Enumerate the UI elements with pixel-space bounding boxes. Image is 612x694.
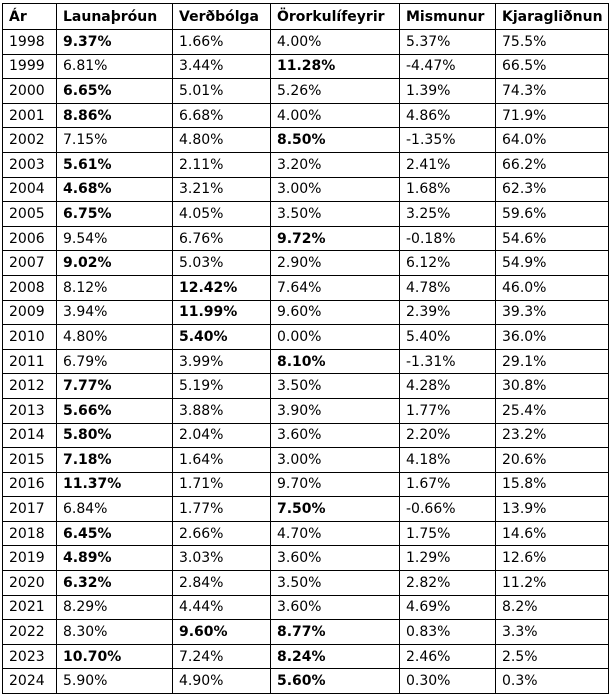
cell-pay-gap: 20.6% (496, 448, 609, 473)
cell-disability-pension: 8.50% (271, 128, 400, 153)
column-header-inflation: Verðbólga (173, 4, 271, 30)
cell-wage-growth: 7.18% (57, 448, 173, 473)
table-row (3, 128, 609, 153)
cell-wage-growth: 6.65% (57, 79, 173, 104)
data-table (2, 3, 609, 694)
cell-difference: 6.12% (400, 251, 496, 276)
cell-difference: 1.77% (400, 398, 496, 423)
cell-year: 2003 (3, 152, 57, 177)
table-row (3, 325, 609, 350)
column-header-wage-growth: Launaþróun (57, 4, 173, 30)
cell-wage-growth: 3.94% (57, 300, 173, 325)
cell-inflation: 4.80% (173, 128, 271, 153)
cell-disability-pension: 4.00% (271, 103, 400, 128)
cell-inflation: 2.66% (173, 521, 271, 546)
cell-wage-growth: 6.75% (57, 202, 173, 227)
cell-pay-gap: 74.3% (496, 79, 609, 104)
cell-year: 2011 (3, 349, 57, 374)
header-row (3, 4, 609, 30)
cell-inflation: 6.76% (173, 226, 271, 251)
cell-disability-pension: 4.00% (271, 30, 400, 55)
table-row (3, 374, 609, 399)
cell-wage-growth: 7.77% (57, 374, 173, 399)
cell-pay-gap: 8.2% (496, 595, 609, 620)
cell-wage-growth: 8.30% (57, 620, 173, 645)
cell-disability-pension: 3.60% (271, 595, 400, 620)
cell-difference: 1.67% (400, 472, 496, 497)
cell-difference: -0.66% (400, 497, 496, 522)
cell-difference: 5.40% (400, 325, 496, 350)
cell-year: 1998 (3, 30, 57, 55)
table-row (3, 448, 609, 473)
cell-wage-growth: 5.61% (57, 152, 173, 177)
cell-year: 2023 (3, 644, 57, 669)
cell-year: 2005 (3, 202, 57, 227)
cell-disability-pension: 2.90% (271, 251, 400, 276)
cell-pay-gap: 12.6% (496, 546, 609, 571)
table-row (3, 595, 609, 620)
cell-pay-gap: 66.2% (496, 152, 609, 177)
cell-wage-growth: 8.86% (57, 103, 173, 128)
cell-pay-gap: 29.1% (496, 349, 609, 374)
cell-pay-gap: 14.6% (496, 521, 609, 546)
cell-wage-growth: 6.81% (57, 54, 173, 79)
cell-difference: 3.25% (400, 202, 496, 227)
cell-difference: 1.75% (400, 521, 496, 546)
cell-difference: -1.35% (400, 128, 496, 153)
cell-inflation: 2.84% (173, 571, 271, 596)
cell-disability-pension: 4.70% (271, 521, 400, 546)
cell-pay-gap: 3.3% (496, 620, 609, 645)
cell-year: 2019 (3, 546, 57, 571)
cell-pay-gap: 39.3% (496, 300, 609, 325)
cell-pay-gap: 13.9% (496, 497, 609, 522)
cell-inflation: 4.44% (173, 595, 271, 620)
cell-inflation: 3.03% (173, 546, 271, 571)
table-row (3, 300, 609, 325)
cell-difference: 0.83% (400, 620, 496, 645)
cell-disability-pension: 9.70% (271, 472, 400, 497)
cell-disability-pension: 3.50% (271, 374, 400, 399)
cell-wage-growth: 5.66% (57, 398, 173, 423)
cell-inflation: 3.88% (173, 398, 271, 423)
cell-year: 2015 (3, 448, 57, 473)
table-row (3, 202, 609, 227)
cell-disability-pension: 3.00% (271, 177, 400, 202)
cell-disability-pension: 7.64% (271, 275, 400, 300)
cell-inflation: 4.90% (173, 669, 271, 694)
cell-wage-growth: 4.80% (57, 325, 173, 350)
cell-wage-growth: 5.80% (57, 423, 173, 448)
cell-year: 1999 (3, 54, 57, 79)
cell-disability-pension: 3.50% (271, 571, 400, 596)
cell-year: 2012 (3, 374, 57, 399)
cell-year: 2009 (3, 300, 57, 325)
cell-disability-pension: 8.24% (271, 644, 400, 669)
cell-difference: -0.18% (400, 226, 496, 251)
cell-inflation: 3.21% (173, 177, 271, 202)
table-row (3, 644, 609, 669)
cell-disability-pension: 8.77% (271, 620, 400, 645)
cell-inflation: 2.04% (173, 423, 271, 448)
cell-pay-gap: 62.3% (496, 177, 609, 202)
cell-pay-gap: 0.3% (496, 669, 609, 694)
cell-difference: -4.47% (400, 54, 496, 79)
cell-pay-gap: 2.5% (496, 644, 609, 669)
cell-year: 2016 (3, 472, 57, 497)
cell-disability-pension: 5.60% (271, 669, 400, 694)
cell-difference: 4.18% (400, 448, 496, 473)
cell-disability-pension: 8.10% (271, 349, 400, 374)
cell-inflation: 1.77% (173, 497, 271, 522)
table-row (3, 54, 609, 79)
column-header-pay-gap: Kjaragliðnun (496, 4, 609, 30)
cell-difference: 5.37% (400, 30, 496, 55)
cell-wage-growth: 7.15% (57, 128, 173, 153)
cell-difference: 2.39% (400, 300, 496, 325)
cell-disability-pension: 7.50% (271, 497, 400, 522)
table-row (3, 251, 609, 276)
cell-pay-gap: 66.5% (496, 54, 609, 79)
cell-difference: 1.29% (400, 546, 496, 571)
table-row (3, 275, 609, 300)
column-header-difference: Mismunur (400, 4, 496, 30)
table-row (3, 571, 609, 596)
table-row (3, 349, 609, 374)
cell-difference: 0.30% (400, 669, 496, 694)
cell-year: 2007 (3, 251, 57, 276)
table-row (3, 669, 609, 694)
cell-year: 2022 (3, 620, 57, 645)
cell-year: 2017 (3, 497, 57, 522)
cell-wage-growth: 9.54% (57, 226, 173, 251)
cell-inflation: 11.99% (173, 300, 271, 325)
cell-difference: 1.68% (400, 177, 496, 202)
cell-disability-pension: 5.26% (271, 79, 400, 104)
cell-wage-growth: 11.37% (57, 472, 173, 497)
cell-wage-growth: 5.90% (57, 669, 173, 694)
table-row (3, 521, 609, 546)
table-row (3, 152, 609, 177)
cell-year: 2020 (3, 571, 57, 596)
cell-year: 2010 (3, 325, 57, 350)
column-header-year: Ár (3, 4, 57, 30)
cell-year: 2002 (3, 128, 57, 153)
cell-year: 2013 (3, 398, 57, 423)
cell-difference: 4.86% (400, 103, 496, 128)
cell-pay-gap: 30.8% (496, 374, 609, 399)
column-header-disability-pension: Örorkulífeyrir (271, 4, 400, 30)
table-row (3, 423, 609, 448)
cell-difference: 2.20% (400, 423, 496, 448)
cell-year: 2001 (3, 103, 57, 128)
cell-pay-gap: 59.6% (496, 202, 609, 227)
cell-inflation: 3.99% (173, 349, 271, 374)
table-row (3, 497, 609, 522)
table-row (3, 103, 609, 128)
cell-disability-pension: 3.60% (271, 546, 400, 571)
cell-difference: 2.46% (400, 644, 496, 669)
cell-inflation: 6.68% (173, 103, 271, 128)
table-header (3, 4, 609, 30)
cell-disability-pension: 9.72% (271, 226, 400, 251)
cell-inflation: 12.42% (173, 275, 271, 300)
cell-year: 2006 (3, 226, 57, 251)
table-row (3, 472, 609, 497)
table-row (3, 620, 609, 645)
cell-wage-growth: 8.29% (57, 595, 173, 620)
cell-wage-growth: 6.79% (57, 349, 173, 374)
cell-difference: 2.41% (400, 152, 496, 177)
table-container (2, 3, 609, 694)
cell-difference: 4.78% (400, 275, 496, 300)
cell-wage-growth: 6.45% (57, 521, 173, 546)
cell-year: 2024 (3, 669, 57, 694)
cell-inflation: 4.05% (173, 202, 271, 227)
cell-disability-pension: 3.50% (271, 202, 400, 227)
cell-pay-gap: 36.0% (496, 325, 609, 350)
table-body (3, 30, 609, 694)
cell-wage-growth: 8.12% (57, 275, 173, 300)
cell-inflation: 9.60% (173, 620, 271, 645)
cell-disability-pension: 3.20% (271, 152, 400, 177)
cell-pay-gap: 71.9% (496, 103, 609, 128)
table-row (3, 226, 609, 251)
cell-wage-growth: 9.37% (57, 30, 173, 55)
table-row (3, 79, 609, 104)
cell-year: 2000 (3, 79, 57, 104)
cell-pay-gap: 25.4% (496, 398, 609, 423)
cell-wage-growth: 10.70% (57, 644, 173, 669)
cell-year: 2021 (3, 595, 57, 620)
cell-inflation: 1.71% (173, 472, 271, 497)
cell-pay-gap: 54.9% (496, 251, 609, 276)
cell-pay-gap: 75.5% (496, 30, 609, 55)
cell-disability-pension: 3.90% (271, 398, 400, 423)
cell-pay-gap: 46.0% (496, 275, 609, 300)
cell-wage-growth: 4.89% (57, 546, 173, 571)
cell-inflation: 1.66% (173, 30, 271, 55)
table-row (3, 546, 609, 571)
table-row (3, 177, 609, 202)
cell-disability-pension: 0.00% (271, 325, 400, 350)
cell-difference: 4.28% (400, 374, 496, 399)
cell-wage-growth: 6.84% (57, 497, 173, 522)
cell-year: 2008 (3, 275, 57, 300)
cell-disability-pension: 3.00% (271, 448, 400, 473)
cell-year: 2004 (3, 177, 57, 202)
cell-wage-growth: 6.32% (57, 571, 173, 596)
cell-disability-pension: 3.60% (271, 423, 400, 448)
cell-inflation: 2.11% (173, 152, 271, 177)
cell-pay-gap: 15.8% (496, 472, 609, 497)
table-row (3, 398, 609, 423)
cell-inflation: 3.44% (173, 54, 271, 79)
cell-difference: 4.69% (400, 595, 496, 620)
cell-pay-gap: 64.0% (496, 128, 609, 153)
cell-difference: -1.31% (400, 349, 496, 374)
table-row (3, 30, 609, 55)
cell-wage-growth: 4.68% (57, 177, 173, 202)
cell-inflation: 7.24% (173, 644, 271, 669)
cell-inflation: 5.19% (173, 374, 271, 399)
cell-difference: 1.39% (400, 79, 496, 104)
cell-pay-gap: 11.2% (496, 571, 609, 596)
cell-difference: 2.82% (400, 571, 496, 596)
cell-inflation: 1.64% (173, 448, 271, 473)
cell-inflation: 5.40% (173, 325, 271, 350)
cell-year: 2018 (3, 521, 57, 546)
cell-year: 2014 (3, 423, 57, 448)
cell-inflation: 5.01% (173, 79, 271, 104)
cell-pay-gap: 23.2% (496, 423, 609, 448)
cell-pay-gap: 54.6% (496, 226, 609, 251)
cell-wage-growth: 9.02% (57, 251, 173, 276)
cell-disability-pension: 11.28% (271, 54, 400, 79)
cell-disability-pension: 9.60% (271, 300, 400, 325)
cell-inflation: 5.03% (173, 251, 271, 276)
